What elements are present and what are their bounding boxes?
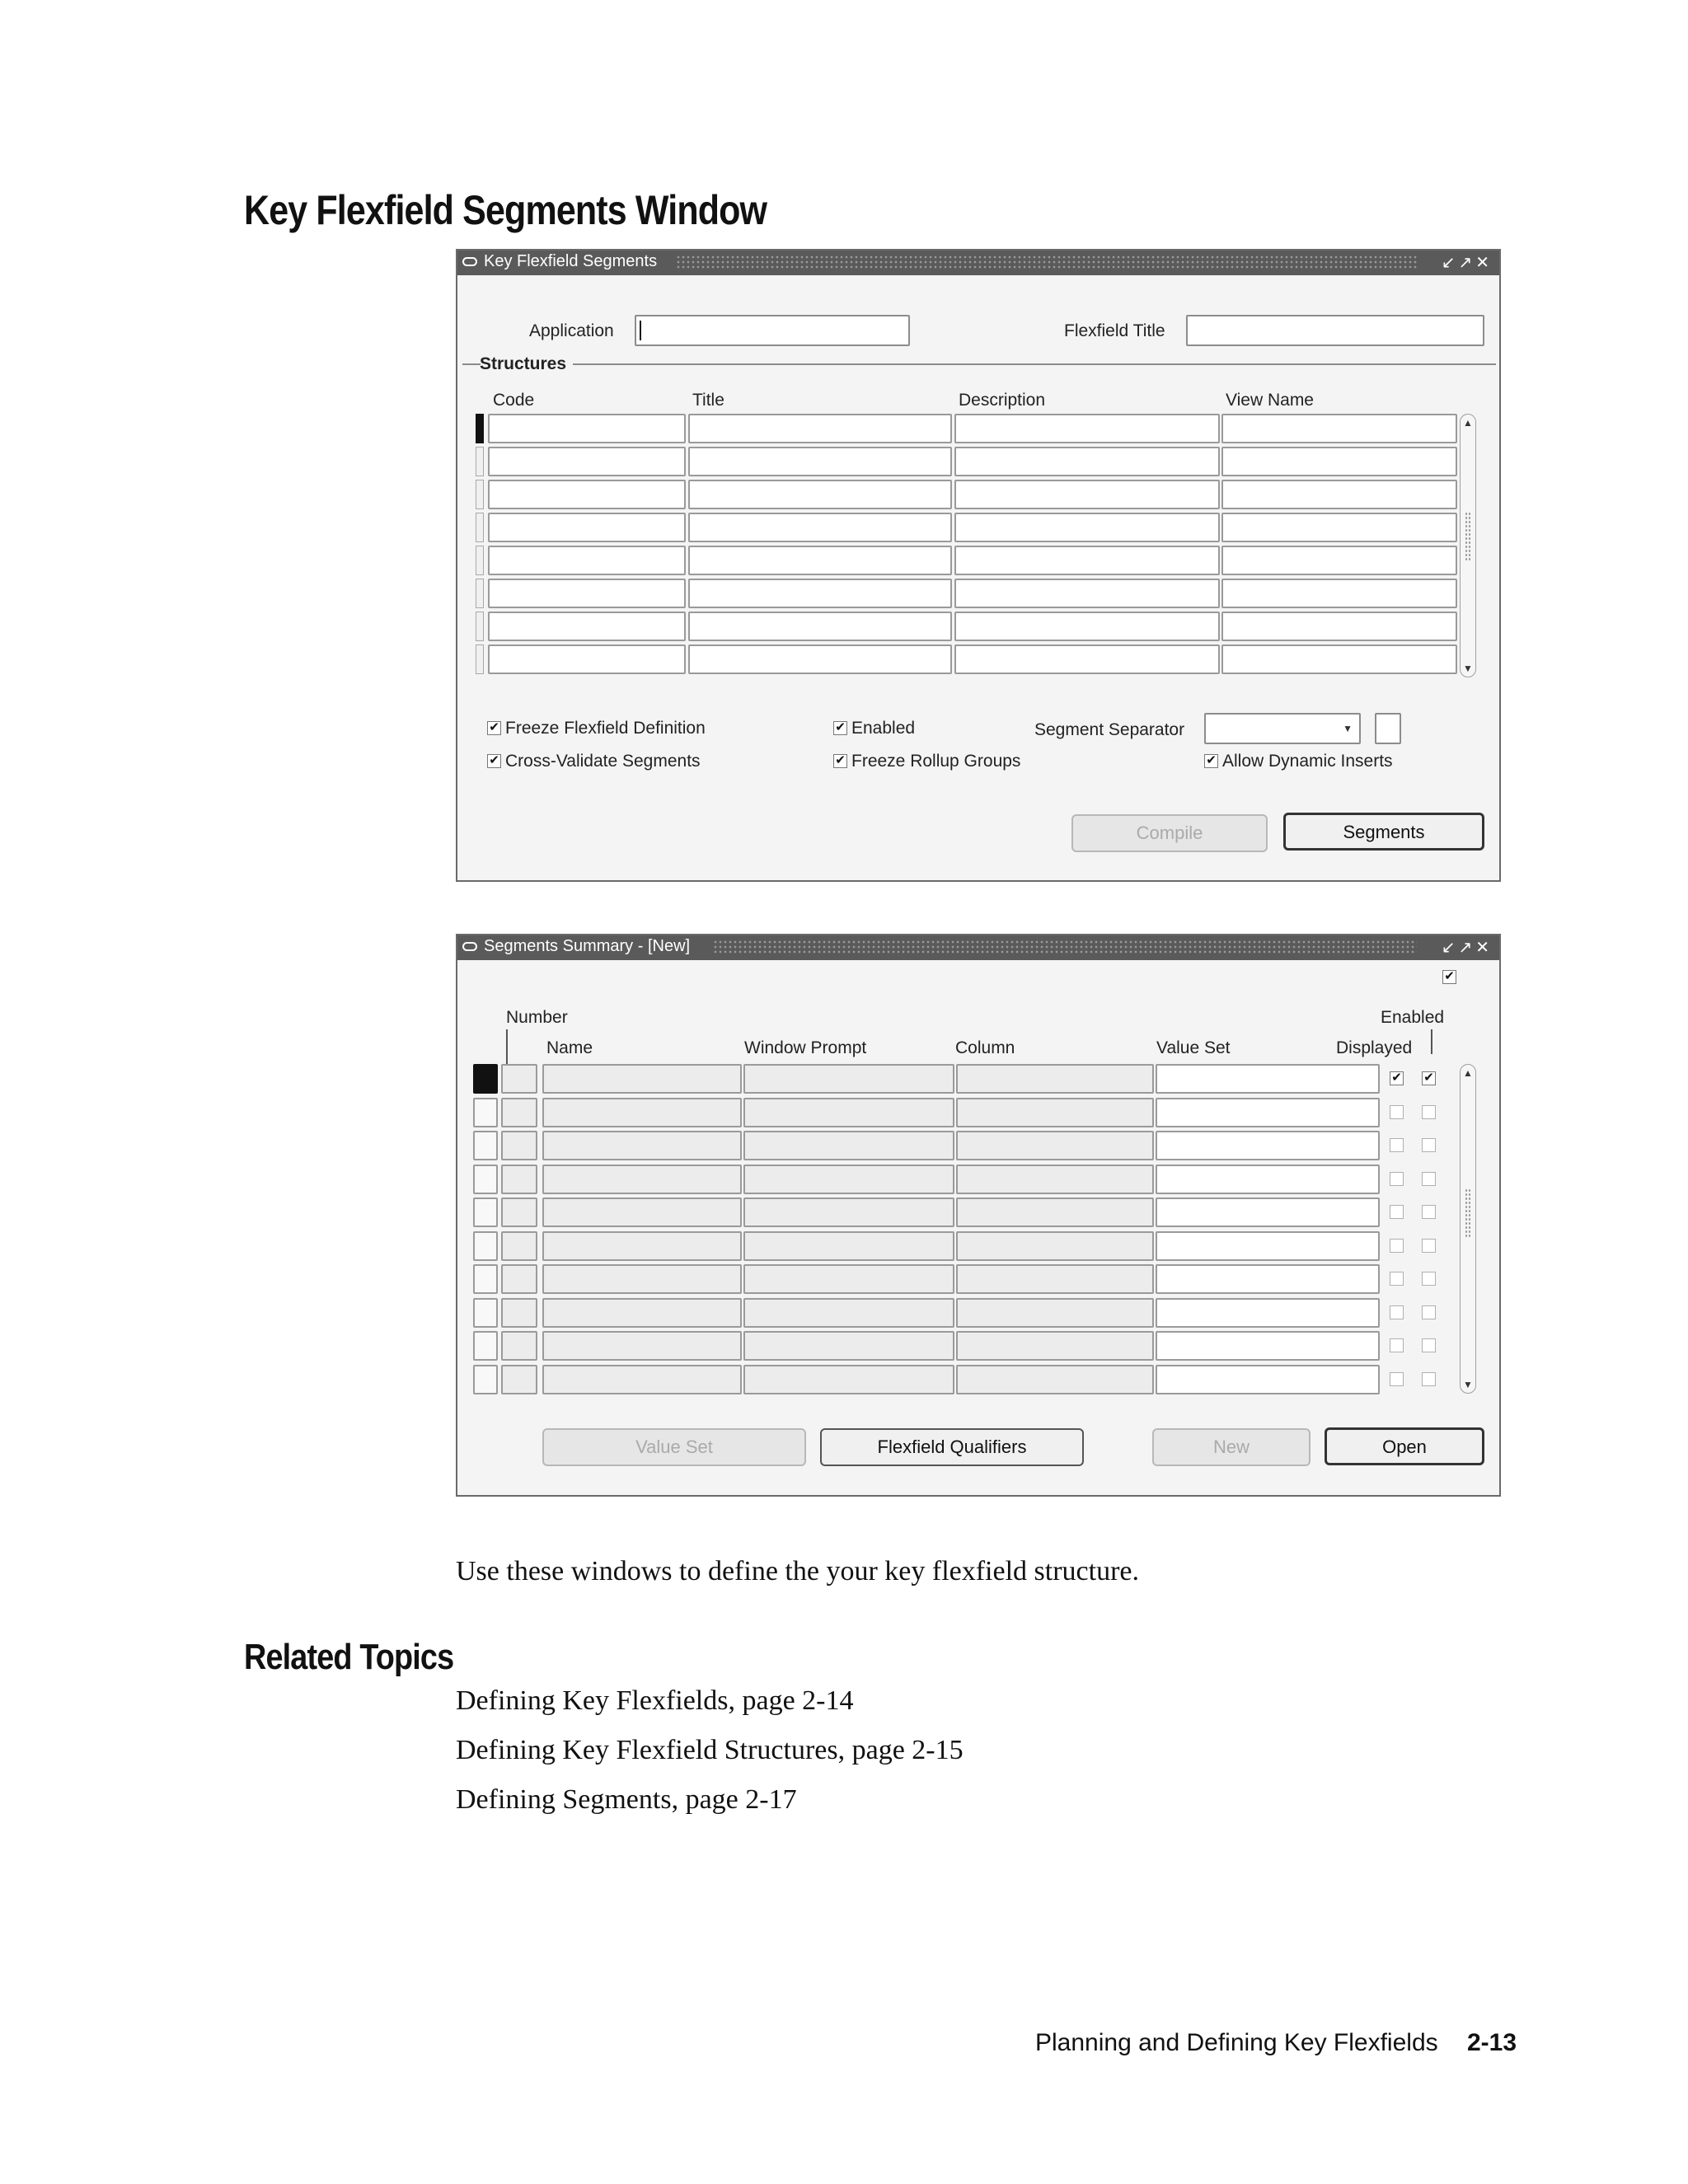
minimize-icon[interactable]: ↙ [1441,254,1459,272]
number-cell[interactable] [501,1298,537,1328]
scroll-down-icon[interactable]: ▼ [1463,663,1473,674]
window-prompt-cell[interactable] [743,1298,954,1328]
maximize-icon[interactable]: ↗ [1458,254,1476,272]
freeze-rollup-groups-label: Freeze Rollup Groups [851,752,1021,771]
key-flexfield-segments-window [456,249,1501,882]
segments-summary-window [456,934,1501,1497]
window-controls [1442,252,1493,273]
segments-scrollbar[interactable] [1460,1064,1476,1394]
code-cell[interactable] [488,579,686,608]
code-cell[interactable] [488,612,686,641]
scroll-down-icon[interactable]: ▼ [1463,1379,1473,1390]
column-header-column: Column [955,1038,1015,1057]
structures-scrollbar[interactable] [1460,414,1476,677]
value-set-cell[interactable] [1156,1231,1380,1261]
close-icon[interactable]: ✕ [1475,254,1493,272]
displayed-checkbox[interactable] [1390,1272,1404,1286]
number-cell[interactable] [501,1264,537,1294]
cross-validate-segments-checkbox[interactable]: ✔ [487,754,501,768]
description-cell[interactable] [954,612,1220,641]
view-name-cell[interactable] [1221,612,1457,641]
window-oval-icon [462,257,477,266]
enabled-checkbox[interactable]: ✔ [833,721,847,735]
title-cell[interactable] [688,579,952,608]
freeze-flexfield-definition-label: Freeze Flexfield Definition [505,719,706,738]
window-prompt-cell[interactable] [743,1165,954,1194]
footer-page-number: 2-13 [1467,2029,1517,2056]
enabled-checkbox[interactable] [1422,1138,1436,1152]
related-link[interactable]: Defining Key Flexfields, page 2-14 [456,1685,854,1716]
value-set-cell[interactable] [1156,1098,1380,1127]
column-cell[interactable] [956,1298,1154,1328]
title-cell[interactable] [688,480,952,509]
open-button[interactable]: Open [1325,1427,1484,1465]
column-header-description: Description [959,391,1046,410]
enabled-checkbox[interactable] [1422,1372,1436,1386]
flexfield-title-field[interactable] [1186,315,1484,346]
code-cell[interactable] [488,644,686,674]
name-cell[interactable] [542,1064,742,1094]
row-selector[interactable] [473,1365,498,1394]
code-cell[interactable] [488,414,686,443]
view-name-cell[interactable] [1221,447,1457,476]
segments-button[interactable]: Segments [1283,813,1484,851]
page-heading: Key Flexfield Segments Window [244,187,767,233]
name-cell[interactable] [542,1231,742,1261]
number-cell[interactable] [501,1131,537,1160]
enabled-label: Enabled [851,719,916,738]
enabled-tick [1431,1029,1432,1054]
view-name-cell[interactable] [1221,644,1457,674]
related-link[interactable]: Defining Segments, page 2-17 [456,1784,797,1815]
scroll-grip[interactable] [1465,512,1471,561]
window-prompt-cell[interactable] [743,1331,954,1361]
dropdown-arrow-icon: ▼ [1343,723,1353,734]
column-cell[interactable] [956,1331,1154,1361]
scroll-grip[interactable] [1465,1188,1471,1238]
text-cursor [640,321,641,340]
titlebar-texture [676,255,1417,269]
name-cell[interactable] [542,1165,742,1194]
titlebar-texture [713,940,1417,954]
column-cell[interactable] [956,1098,1154,1127]
group-line [573,363,1496,365]
number-cell[interactable] [501,1231,537,1261]
row-selector[interactable] [473,1231,498,1261]
code-cell[interactable] [488,513,686,542]
column-header-window-prompt: Window Prompt [744,1038,867,1057]
enabled-checkbox[interactable] [1422,1338,1436,1352]
name-cell[interactable] [542,1298,742,1328]
title-cell[interactable] [688,513,952,542]
row-selector[interactable] [473,1331,498,1361]
column-cell[interactable] [956,1264,1154,1294]
minimize-icon[interactable]: ↙ [1441,939,1459,957]
enabled-label: Enabled [1381,1008,1445,1027]
view-name-cell[interactable] [1221,414,1457,443]
description-cell[interactable] [954,513,1220,542]
window-titlebar [457,935,1499,960]
description-cell[interactable] [954,414,1220,443]
name-cell[interactable] [542,1331,742,1361]
enabled-checkbox[interactable] [1422,1305,1436,1319]
row-selector[interactable] [473,1298,498,1328]
window-controls [1442,937,1493,958]
cross-validate-segments-label: Cross-Validate Segments [505,752,701,771]
related-topics-heading: Related Topics [244,1637,454,1677]
number-cell[interactable] [501,1064,537,1094]
value-set-cell[interactable] [1156,1298,1380,1328]
window-title: Key Flexfield Segments [484,252,658,270]
column-cell[interactable] [956,1064,1154,1094]
enabled-checkbox[interactable] [1422,1239,1436,1253]
application-label: Application [529,321,614,340]
title-cell[interactable] [688,546,952,575]
scroll-up-icon[interactable]: ▲ [1463,417,1473,429]
column-cell[interactable] [956,1197,1154,1227]
description-cell[interactable] [954,480,1220,509]
row-selector[interactable] [473,1131,498,1160]
row-selector[interactable] [473,1064,498,1094]
window-prompt-cell[interactable] [743,1197,954,1227]
displayed-checkbox[interactable] [1390,1338,1404,1352]
row-indicator[interactable] [476,644,484,674]
window-oval-icon [462,942,477,951]
name-cell[interactable] [542,1365,742,1394]
enabled-checkbox[interactable] [1422,1172,1436,1186]
freeze-flexfield-definition-checkbox[interactable]: ✔ [487,721,501,735]
value-set-cell[interactable] [1156,1331,1380,1361]
number-cell[interactable] [501,1098,537,1127]
enabled-checkbox[interactable] [1422,1272,1436,1286]
column-cell[interactable] [956,1131,1154,1160]
description-cell[interactable] [954,644,1220,674]
description-cell[interactable] [954,579,1220,608]
title-cell[interactable] [688,447,952,476]
column-header-name: Name [546,1038,593,1057]
flexfield-qualifiers-button[interactable]: Flexfield Qualifiers [820,1428,1084,1466]
value-set-cell[interactable] [1156,1264,1380,1294]
enabled-checkbox[interactable]: ✔ [1422,1071,1436,1085]
name-cell[interactable] [542,1197,742,1227]
window-prompt-cell[interactable] [743,1064,954,1094]
column-header-view-name: View Name [1226,391,1314,410]
title-cell[interactable] [688,414,952,443]
scroll-up-icon[interactable]: ▲ [1463,1067,1473,1079]
window-prompt-cell[interactable] [743,1131,954,1160]
related-link[interactable]: Defining Key Flexfield Structures, page 2-15 [456,1735,964,1765]
number-tick [506,1029,508,1066]
row-selector[interactable] [473,1098,498,1127]
compile-button[interactable]: Compile [1071,814,1268,852]
allow-dynamic-inserts-checkbox[interactable]: ✔ [1204,754,1218,768]
name-cell[interactable] [542,1131,742,1160]
freeze-rollup-groups-checkbox[interactable]: ✔ [833,754,847,768]
flexfield-title-label: Flexfield Title [1064,321,1165,340]
row-indicator[interactable] [476,546,484,575]
column-cell[interactable] [956,1165,1154,1194]
name-cell[interactable] [542,1098,742,1127]
maximize-icon[interactable]: ↗ [1458,939,1476,957]
number-cell[interactable] [501,1197,537,1227]
segment-separator-label: Segment Separator [1034,720,1185,739]
code-cell[interactable] [488,447,686,476]
description-cell[interactable] [954,447,1220,476]
displayed-checkbox[interactable] [1390,1305,1404,1319]
enabled-checkbox[interactable] [1422,1205,1436,1219]
number-cell[interactable] [501,1365,537,1394]
description-cell[interactable] [954,546,1220,575]
intro-paragraph: Use these windows to define the your key flexfield structure. [456,1556,1139,1586]
select-all-checkbox[interactable]: ✔ [1442,970,1456,984]
window-prompt-cell[interactable] [743,1365,954,1394]
value-set-cell[interactable] [1156,1064,1380,1094]
column-header-code: Code [493,391,535,410]
window-prompt-cell[interactable] [743,1231,954,1261]
row-selector[interactable] [473,1165,498,1194]
value-set-button[interactable]: Value Set [542,1428,806,1466]
window-prompt-cell[interactable] [743,1264,954,1294]
row-indicator[interactable] [476,480,484,509]
structures-label: Structures [480,354,567,373]
title-cell[interactable] [688,612,952,641]
column-header-value-set: Value Set [1156,1038,1231,1057]
title-cell[interactable] [688,644,952,674]
view-name-cell[interactable] [1221,513,1457,542]
value-set-cell[interactable] [1156,1165,1380,1194]
window-prompt-cell[interactable] [743,1098,954,1127]
displayed-label: Displayed [1336,1038,1413,1057]
allow-dynamic-inserts-label: Allow Dynamic Inserts [1222,752,1393,771]
segment-separator-dropdown[interactable] [1204,713,1361,744]
row-indicator[interactable] [476,513,484,542]
row-indicator[interactable] [476,414,484,443]
displayed-checkbox[interactable] [1390,1372,1404,1386]
close-icon[interactable]: ✕ [1475,939,1493,957]
row-indicator[interactable] [476,579,484,608]
displayed-checkbox[interactable] [1390,1172,1404,1186]
value-set-cell[interactable] [1156,1131,1380,1160]
window-title: Segments Summary - [New] [484,937,691,955]
column-header-title: Title [692,391,724,410]
row-indicator[interactable] [476,612,484,641]
enabled-checkbox[interactable] [1422,1105,1436,1119]
name-cell[interactable] [542,1264,742,1294]
displayed-checkbox[interactable] [1390,1205,1404,1219]
displayed-checkbox[interactable]: ✔ [1390,1071,1404,1085]
number-label: Number [506,1008,568,1027]
row-selector[interactable] [473,1197,498,1227]
window-titlebar [457,251,1499,275]
column-cell[interactable] [956,1231,1154,1261]
value-set-cell[interactable] [1156,1365,1380,1394]
new-button[interactable]: New [1152,1428,1311,1466]
segment-separator-custom-field[interactable] [1375,713,1401,744]
number-cell[interactable] [501,1165,537,1194]
row-indicator[interactable] [476,447,484,476]
displayed-checkbox[interactable] [1390,1138,1404,1152]
view-name-cell[interactable] [1221,480,1457,509]
displayed-checkbox[interactable] [1390,1105,1404,1119]
application-field[interactable] [635,315,910,346]
code-cell[interactable] [488,480,686,509]
footer-chapter: Planning and Defining Key Flexfields [1035,2029,1438,2056]
view-name-cell[interactable] [1221,579,1457,608]
displayed-checkbox[interactable] [1390,1239,1404,1253]
group-line [462,363,481,365]
number-cell[interactable] [501,1331,537,1361]
code-cell[interactable] [488,546,686,575]
row-selector[interactable] [473,1264,498,1294]
column-cell[interactable] [956,1365,1154,1394]
value-set-cell[interactable] [1156,1197,1380,1227]
view-name-cell[interactable] [1221,546,1457,575]
